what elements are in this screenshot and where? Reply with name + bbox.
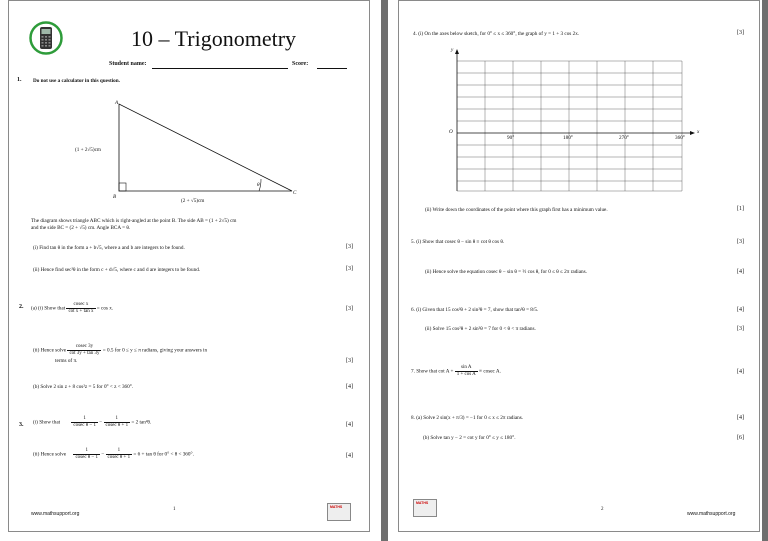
question-3ii-label: (ii) Hence solve (33, 451, 67, 458)
question-2a-label: (a) (i) Show that (31, 305, 66, 312)
question-3ii-fraction-2 (106, 448, 133, 461)
origin-label: O (449, 129, 453, 135)
y-axis-label: y (451, 47, 454, 53)
question-1ii-marks: [3] (346, 266, 353, 272)
question-6i: 6. (i) Given that 15 cos²θ + 2 sin²θ = 7, show that tan²θ = 8/5. (411, 307, 539, 313)
fraction-denominator: cosec θ − 1 (73, 423, 96, 428)
footer-url: www.mathsupport.org (31, 511, 80, 517)
vertex-label-c: C (293, 190, 297, 196)
minus-sign: − (101, 451, 105, 458)
question-8b-marks: [6] (737, 435, 744, 441)
question-2aii-fraction (67, 344, 101, 357)
student-name-label: Student name: (109, 61, 147, 67)
question-2a-rhs: = cos x. (96, 305, 114, 312)
question-2aii-rhs: = 0.5 for 0 ≤ y ≤ π radians, giving your answers in (102, 347, 208, 354)
question-3i-marks: [4] (346, 422, 353, 428)
question-3i (33, 416, 151, 429)
question-1i-marks: [3] (346, 244, 353, 250)
triangle-diagram (69, 96, 299, 208)
footer-url: www.mathsupport.org (687, 511, 736, 517)
page-title: 10 – Trigonometry (131, 26, 297, 51)
question-2a-fraction (66, 302, 95, 315)
minus-sign: − (99, 419, 103, 426)
question-4ii: (ii) Write down the coordinates of the point where this graph first has a minimum value. (425, 207, 608, 213)
calculator-icon (29, 21, 63, 55)
question-3ii-rhs: = 6 + tan θ for 0° < θ < 360°. (133, 451, 194, 458)
question-7-label: 7. Show that cot A + (411, 368, 454, 375)
fraction-denominator: cot 3y + tan 3y (69, 351, 100, 356)
maths-support-logo (327, 503, 351, 521)
question-8a: 8. (a) Solve 2 sin(x + π/3) = −1 for 0 ≤ x ≤ 2π radians. (411, 415, 524, 421)
question-3ii (33, 448, 194, 461)
question-4ii-marks: [1] (737, 206, 744, 212)
x-axis-label: x (697, 129, 700, 135)
fraction-numerator: 1 (73, 448, 100, 455)
fraction-denominator: cot x + tan x (68, 309, 94, 314)
worksheet-page-1 (8, 0, 370, 532)
fraction-denominator: cosec θ + 1 (105, 423, 129, 428)
student-name-line[interactable] (152, 68, 288, 69)
x-tick-270: 270° (619, 135, 629, 141)
vertex-label-b: B (113, 194, 117, 200)
question-2aii-marks: [3] (346, 358, 353, 364)
question-2-number: 2. (19, 304, 24, 310)
page-gutter-left (381, 0, 388, 541)
question-1ii: (ii) Hence find sec²θ in the form c + d√5, where c and d are integers to be found. (33, 267, 201, 273)
question-1i: (i) Find tan θ in the form a + b√5, where a and b are integers to be found. (33, 245, 185, 251)
fraction-denominator: cosec θ + 1 (107, 455, 131, 460)
question-1-instruction: Do not use a calculator in this question. (33, 78, 120, 84)
question-4i-marks: [3] (737, 30, 744, 36)
question-2b: (b) Solve 2 sin z + 8 cos²z = 5 for 0° < z < 360°. (33, 384, 134, 390)
side-bc-label: (2 + √5)cm (181, 198, 205, 204)
question-4i: 4. (i) On the axes below sketch, for 0° ≤ x ≤ 360°, the graph of y = 1 + 3 cos 2x. (413, 31, 580, 37)
question-5i-marks: [3] (737, 239, 744, 245)
x-tick-90: 90° (507, 135, 515, 141)
question-2aii (33, 344, 207, 357)
question-7-fraction (455, 365, 478, 378)
question-1-number: 1. (17, 77, 22, 83)
question-8a-marks: [4] (737, 415, 744, 421)
page-number: 1 (173, 507, 176, 512)
question-3-number: 3. (19, 422, 24, 428)
score-line[interactable] (317, 68, 347, 69)
question-5i: 5. (i) Show that cosec θ − sin θ ≡ cot θ cos θ. (411, 239, 505, 245)
question-3i-fraction-2 (104, 416, 131, 429)
vertex-label-a: A (115, 100, 119, 106)
fraction-numerator: cosec x (66, 302, 95, 309)
question-2aii-label: (ii) Hence solve (33, 347, 67, 354)
fraction-numerator: 1 (104, 416, 131, 423)
question-6ii: (ii) Solve 15 cos²θ + 2 sin²θ = 7 for 0 < θ < π radians. (425, 326, 536, 332)
fraction-numerator: cosec 3y (67, 344, 101, 351)
page-number: 2 (601, 507, 604, 512)
question-7-marks: [4] (737, 369, 744, 375)
question-2b-marks: [4] (346, 384, 353, 390)
question-6i-marks: [4] (737, 307, 744, 313)
fraction-denominator: 1 + cos A (456, 372, 476, 377)
question-1-description-line-2: and the side BC = (2 + √5) cm. Angle BCA = θ. (31, 225, 131, 231)
side-ab-label: (1 + 2√5)cm (75, 147, 101, 153)
question-8b: (b) Solve tan y − 2 = cot y for 0° ≤ y ≤ 180°. (423, 435, 516, 441)
question-2a-marks: [3] (346, 306, 353, 312)
question-7-rhs: ≡ cosec A. (479, 368, 501, 375)
question-6ii-marks: [3] (737, 326, 744, 332)
logo-text: MATHS (330, 505, 343, 509)
fraction-denominator: cosec θ − 1 (75, 455, 99, 460)
angle-theta-label: θ (257, 182, 260, 188)
question-3ii-fraction-1 (73, 448, 100, 461)
question-3i-rhs: = 2 tan²θ. (131, 419, 152, 426)
question-1-description-line-1: The diagram shows triangle ABC which is right-angled at the point B. The side AB = (1 + 2√5) cm (31, 218, 237, 224)
question-2a (31, 302, 113, 315)
fraction-numerator: 1 (106, 448, 133, 455)
question-5ii-marks: [4] (737, 269, 744, 275)
fraction-numerator: 1 (71, 416, 98, 423)
page-gutter-right (762, 0, 768, 541)
question-3i-fraction-1 (71, 416, 98, 429)
question-3i-label: (i) Show that (33, 419, 61, 426)
x-tick-360: 360° (675, 135, 685, 141)
question-5ii: (ii) Hence solve the equation cosec θ − sin θ = ½ cos θ, for 0 ≤ θ ≤ 2π radians. (425, 269, 587, 275)
question-3ii-marks: [4] (346, 453, 353, 459)
question-2aii-continuation: terms of π. (55, 358, 78, 364)
fraction-numerator: sin A (455, 365, 478, 372)
worksheet-page-2 (398, 0, 760, 532)
graph-grid (447, 47, 709, 197)
score-label: Score: (292, 61, 309, 67)
maths-support-logo (413, 499, 437, 517)
x-tick-180: 180° (563, 135, 573, 141)
logo-text: MATHS (416, 501, 429, 505)
question-7 (411, 365, 501, 378)
